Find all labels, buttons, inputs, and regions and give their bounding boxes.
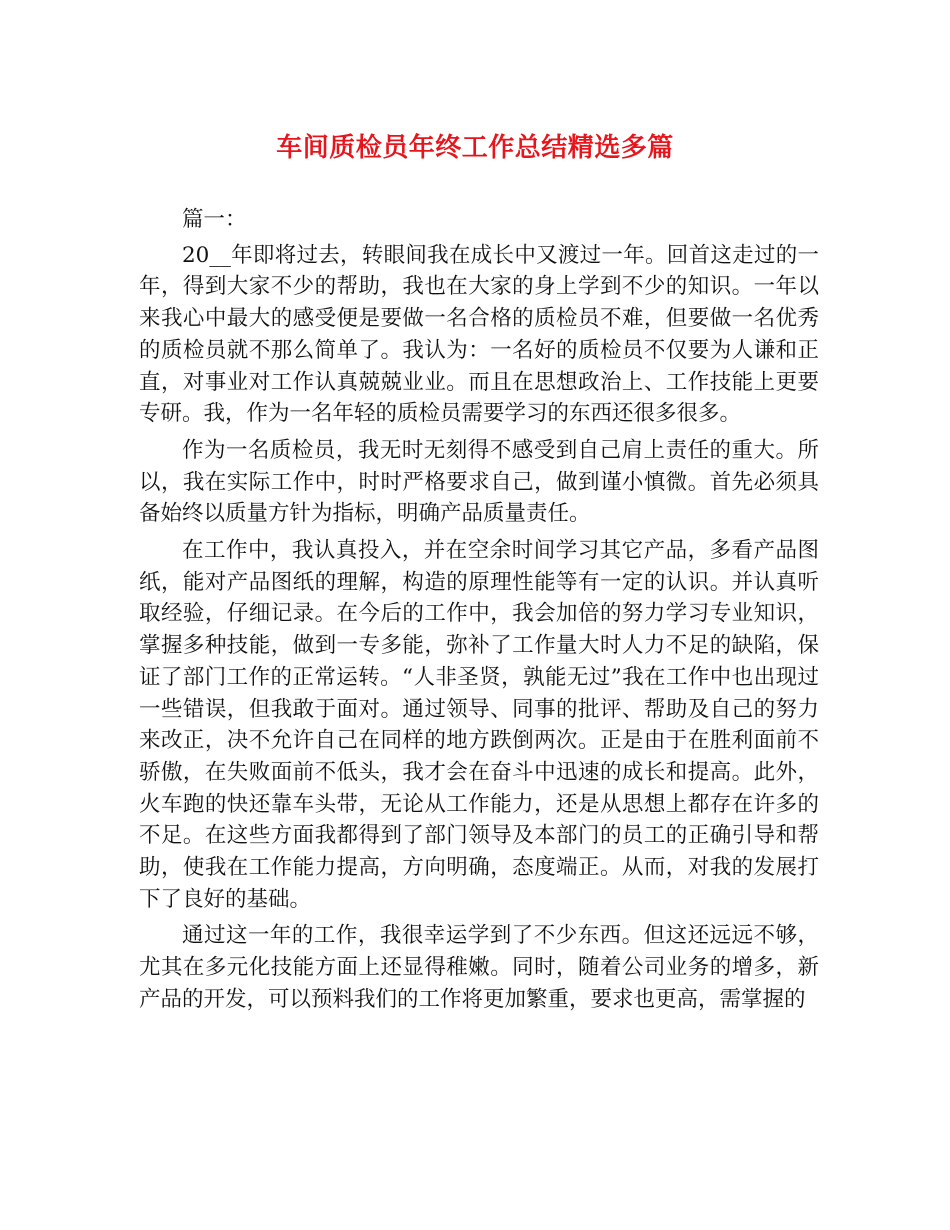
document-title: 车间质检员年终工作总结精选多篇 — [276, 133, 674, 163]
paragraph: 20__年即将过去，转眼间我在成长中又渡过一年。回首这走过的一年，得到大家不少的帮助，我也在大家的身上学到不少的知识。一年以来我心中最大的感受便是要做一名合格的质检员不难，但要做一名优秀的质检员就不那么简单了。我认为：一名好的质检员不仅要为人谦和正直，对事业对工作认真兢兢业业。而且在思想政治上、工作技能上更要专研。我，作为一名年轻的质检员需要学习的东西还很多很多。 — [139, 242, 819, 427]
document-body — [139, 204, 819, 1021]
paragraph: 作为一名质检员，我无时无刻得不感受到自己肩上责任的重大。所以，我在实际工作中，时时严格要求自己，做到谨小慎微。首先必须具备始终以质量方针为指标，明确产品质量责任。 — [139, 437, 819, 527]
section-heading: 篇一： — [182, 207, 247, 232]
paragraph: 在工作中，我认真投入，并在空余时间学习其它产品，多看产品图纸，能对产品图纸的理解，构造的原理性能等有一定的认识。并认真听取经验，仔细记录。在今后的工作中，我会加倍的努力学习专业知识，掌握多种技能，做到一专多能，弥补了工作量大时人力不足的缺陷，保证了部门工作的正常运转。“人非圣贤，孰能无过”我在工作中也出现过一些错误，但我敢于面对。通过领导、同事的批评、帮助及自己的努力来改正，决不允许自己在同样的地方跌倒两次。正是由于在胜利面前不骄傲，在失败面前不低头，我才会在奋斗中迅速的成长和提高。此外，火车跑的快还靠车头带，无论从工作能力，还是从思想上都存在许多的不足。在这些方面我都得到了部门领导及本部门的员工的正确引导和帮助，使我在工作能力提高，方向明确，态度端正。从而，对我的发展打下了良好的基础。 — [139, 538, 819, 912]
paragraph: 通过这一年的工作，我很幸运学到了不少东西。但这还远远不够，尤其在多元化技能方面上还显得稚嫩。同时，随着公司业务的增多，新产品的开发，可以预料我们的工作将更加繁重，要求也更高，需掌握的 — [139, 923, 819, 1012]
